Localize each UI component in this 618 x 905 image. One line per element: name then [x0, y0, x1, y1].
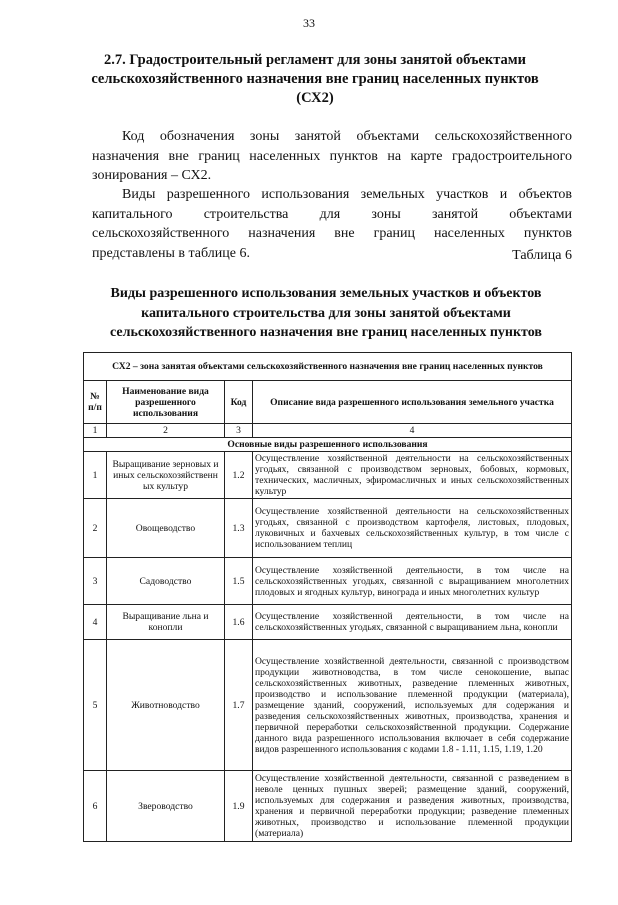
column-header-row [84, 381, 572, 424]
table-row [84, 452, 572, 499]
table-row [84, 771, 572, 842]
table-row [84, 558, 572, 605]
row-number: 3 [84, 558, 107, 605]
row-code: 1.3 [225, 499, 253, 558]
table-title: Виды разрешенного использования земельных участков и объектов капитального строительства для зоны занятой объектами сельскохозяйственного назначения вне границ населенных пунктов [110, 286, 542, 340]
zone-header-row [84, 353, 572, 381]
row-name: Садоводство [107, 558, 225, 605]
regulation-table [83, 352, 572, 842]
row-code: 1.5 [225, 558, 253, 605]
row-name: Звероводство [107, 771, 225, 842]
row-description: Осуществление хозяйственной деятельности, связанной с разведением в неволе ценных пушных зверей; размещение зданий, сооружений, используемых для содержания и разведения животных, производства, хранения и первичной переработки продукции; разведение племенных животных, производство и использование племенной продукции (материала) [253, 771, 572, 842]
row-number: 2 [84, 499, 107, 558]
row-number: 5 [84, 640, 107, 771]
header-num: № п/п [84, 381, 107, 424]
row-name: Овощеводство [107, 499, 225, 558]
row-number: 6 [84, 771, 107, 842]
page-number: 33 [303, 16, 315, 30]
table-row [84, 605, 572, 640]
column-index: 4 [253, 424, 572, 438]
table-label: Таблица 6 [512, 248, 572, 263]
column-index: 3 [225, 424, 253, 438]
column-index: 1 [84, 424, 107, 438]
row-description: Осуществление хозяйственной деятельности, в том числе на сельскохозяйственных угодьях, связанной с выращиванием льна, конопли [253, 605, 572, 640]
row-description: Осуществление хозяйственной деятельности на сельскохозяйственных угодьях, связанной с производством зерновых, бобовых, кормовых, технических, масличных, эфиромасличных и иных сельскохозяйственных культур [253, 452, 572, 499]
header-name: Наименование вида разрешенного использования [107, 381, 225, 424]
row-description: Осуществление хозяйственной деятельности на сельскохозяйственных угодьях, связанной с производством картофеля, листовых, плодовых, луковичных и бахчевых сельскохозяйственных культур, в том числе с использованием теплиц [253, 499, 572, 558]
header-code: Код [225, 381, 253, 424]
column-index-row [84, 424, 572, 438]
row-number: 1 [84, 452, 107, 499]
row-number: 4 [84, 605, 107, 640]
column-index: 2 [107, 424, 225, 438]
zone-header: СХ2 – зона занятая объектами сельскохозяйственного назначения вне границ населенных пунктов [84, 353, 572, 381]
row-name: Животноводство [107, 640, 225, 771]
row-code: 1.9 [225, 771, 253, 842]
paragraph-text: Код обозначения зоны занятой объектами сельскохозяйственного назначения вне границ населенных пунктов на карте градостроительного зонирования – СХ2. [92, 129, 572, 184]
subheading-main-uses: Основные виды разрешенного использования [84, 438, 572, 452]
table-row [84, 499, 572, 558]
subheading-row [84, 438, 572, 452]
row-name: Выращивание льна и конопли [107, 605, 225, 640]
row-code: 1.2 [225, 452, 253, 499]
row-description: Осуществление хозяйственной деятельности, в том числе на сельскохозяйственных угодьях, связанной с выращиванием многолетних плодовых и ягодных культур, винограда и иных многолетних культур [253, 558, 572, 605]
row-code: 1.7 [225, 640, 253, 771]
row-description: Осуществление хозяйственной деятельности, связанной с производством продукции животноводства, в том числе сенокошение, выпас сельскохозяйственных животных, разведение племенных животных, производство и использование племенной продукции (материала), размещение зданий, сооружений, используемых для содержания и разведения сельскохозяйственных животных, производства, хранения и первичной переработки сельскохозяйственной продукции. Содержание данного вида разрешенного использования включает в себя содержание видов разрешенного использования с кодами 1.8 - 1.11, 1.15, 1.19, 1.20 [253, 640, 572, 771]
row-name: Выращивание зерновых и иных сельскохозяйственн ых культур [107, 452, 225, 499]
row-code: 1.6 [225, 605, 253, 640]
paragraph-zone-code [92, 127, 572, 186]
paragraph-text: Виды разрешенного использования земельных участков и объектов капитального строительства для зоны занятой объектами сельскохозяйственного назначения вне границ населенных пунктов представлены в таблице 6. [92, 187, 572, 261]
section-title: 2.7. Градостроительный регламент для зоны занятой объектами сельскохозяйственного назначения вне границ населенных пунктов (СХ2) [91, 52, 539, 106]
header-desc: Описание вида разрешенного использования земельного участка [253, 381, 572, 424]
table-row [84, 640, 572, 771]
